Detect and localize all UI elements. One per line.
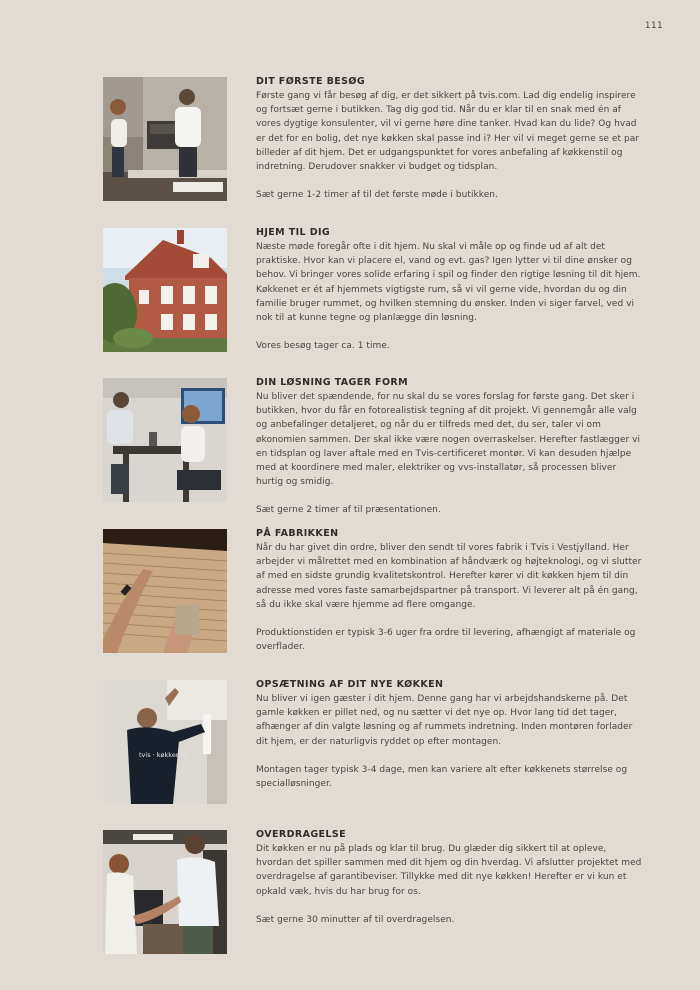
photo-presentation-meeting <box>103 378 227 502</box>
section-note: Sæt gerne 2 timer af til præsentationen. <box>256 505 441 516</box>
page-number: 111 <box>644 21 663 31</box>
section-body: Når du har givet din ordre, bliver den sendt til vores fabrik i Tvis i Vestjylland. Her arbejder vi målrettet med en kombination af håndværk og højteknologi, og vi slutter af med en sidste grundig kvalitetskontrol. Herefter kører vi dit køkken hjem til din adresse med vores faste samarbejdspartner på transport. Vi leverer alt på én gang, så du ikke skal være hjemme ad flere omgange. <box>256 543 642 610</box>
section-heading: PÅ FABRIKKEN <box>256 528 339 539</box>
section-note: Sæt gerne 1-2 timer af til det første møde i butikken. <box>256 190 498 201</box>
photo-wood-panel-quality-check <box>103 529 227 653</box>
section-text <box>256 527 644 654</box>
section-text <box>256 828 644 927</box>
section-body: Første gang vi får besøg af dig, er det sikkert på tvis.com. Lad dig endelig inspirere og fortsæt gerne i butikken. Tag dig god tid. Når du er klar til en snak med én af vores dygtige konsulenter, vil vi gerne høre dine tanker. Hvad kan du lide? Og hvad er det for en bolig, det nye køkken skal passe ind i? Her vil vi meget gerne se et par billeder af dit hjem. Det er udgangspunktet for vores anbefaling af køkkenstil og indretning. Derudover snakker vi budget og tidsplan. <box>256 91 640 173</box>
photo-red-brick-house <box>103 228 227 352</box>
section-text <box>256 678 644 791</box>
section-body: Nu bliver det spændende, for nu skal du se vores forslag for første gang. Det sker i butikken, hvor du får en fotorealistisk tegning af dit projekt. Vi gennemgår alle valg og anbefalinger detaljeret, og når du er tilfreds med det, du ser, taler vi om økonomien sammen. Der skal ikke være nogen overraskelser. Herefter fastlægger vi en tidsplan og laver aftale med en Tvis-certificeret montør. Vi kan desuden hjælpe med at koordinere med maler, elektriker og vvs-installatør, så processen bliver hurtig og smidig. <box>256 392 641 488</box>
section-body: Næste møde foregår ofte i dit hjem. Nu skal vi måle op og finde ud af alt det praktiske. Hvor kan vi placere el, vand og evt. gas? Igen lytter vi til dine ønsker og behov. Vi bringer vores solide erfaring i spil og finder den rigtige løsning til dit hjem. Køkkenet er ét af hjemmets vigtigste rum, så vi vil gerne vide, hvordan du og din familie bruger rummet, og hvilken stemning du ønsker. Inden vi siger farvel, ved vi nok til at kunne tegne og planlægge din løsning. <box>256 242 641 324</box>
section-heading: HJEM TIL DIG <box>256 227 331 238</box>
photo-kitchen-installer <box>103 680 227 804</box>
photo-showroom-consultation <box>103 77 227 201</box>
section-heading: DIT FØRSTE BESØG <box>256 76 366 87</box>
section-body: Nu bliver vi igen gæster i dit hjem. Denne gang har vi arbejdshandskerne på. Det gamle køkken er pillet ned, og nu sætter vi det nye op. Hvor lang tid det tager, afhænger af din valgte løsning og af rummets indretning. Inden montøren forlader dit hjem, er der naturligvis ryddet op efter montagen. <box>256 694 633 747</box>
section-text <box>256 376 644 518</box>
section-text <box>256 226 644 353</box>
section-note: Sæt gerne 30 minutter af til overdragelsen. <box>256 914 455 925</box>
section-heading: OVERDRAGELSE <box>256 829 347 840</box>
section-note: Produktionstiden er typisk 3-6 uger fra ordre til levering, afhængigt af materiale og overflader. <box>256 628 636 653</box>
section-heading: DIN LØSNING TAGER FORM <box>256 377 408 388</box>
section-body: Dit køkken er nu på plads og klar til brug. Du glæder dig sikkert til at opleve, hvordan det spiller sammen med dit hjem og din hverdag. Vi afslutter projektet med overdragelse af garantibeviser. Tillykke med dit nye køkken! Herefter er vi kun et opkald væk, hvis du har brug for os. <box>256 844 642 897</box>
installer-shirt-logo: tvis · køkkener <box>139 751 187 759</box>
section-note: Vores besøg tager ca. 1 time. <box>256 341 390 352</box>
section-text <box>256 75 644 202</box>
section-heading: OPSÆTNING AF DIT NYE KØKKEN <box>256 679 444 690</box>
section-note: Montagen tager typisk 3-4 dage, men kan variere alt efter køkkenets størrelse og specialløsninger. <box>256 764 628 790</box>
photo-handover-handshake <box>103 830 227 954</box>
